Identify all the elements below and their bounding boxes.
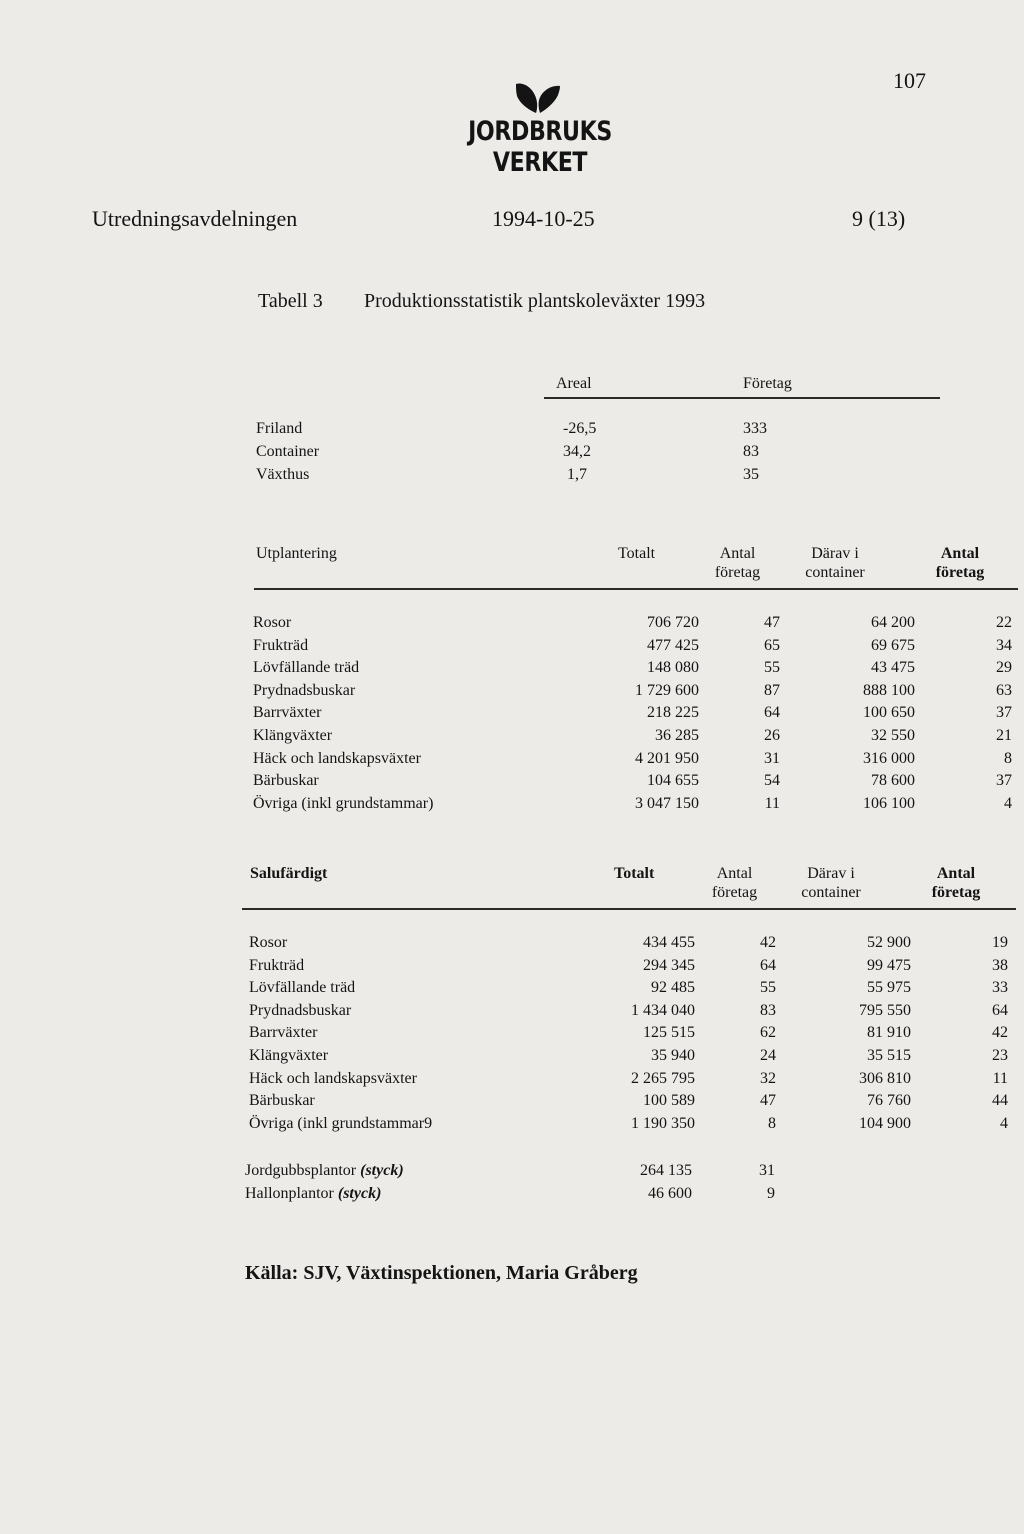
row-name: Lövfällande träd [249, 979, 356, 997]
area-header-rule [544, 397, 940, 399]
row-antal2: 11 [992, 1069, 1008, 1087]
header-line: företag [711, 884, 758, 901]
area-row-foretag: 83 [743, 443, 759, 460]
row-totalt: 100 589 [643, 1092, 695, 1110]
row-antal: 42 [760, 934, 776, 951]
row-antal: 31 [764, 749, 780, 767]
row-totalt: 2 265 795 [631, 1069, 695, 1087]
row-antal: 65 [764, 636, 780, 654]
row-totalt: 92 485 [651, 979, 695, 997]
row-name: Rosor [249, 934, 288, 951]
row-name: Frukträd [249, 956, 305, 974]
row-container: 64 200 [871, 614, 915, 631]
area-row-name: Container [256, 443, 320, 460]
row-container: 52 900 [867, 934, 911, 951]
salufardigt-totalt-header: Totalt [614, 865, 655, 882]
row-container: 99 475 [867, 956, 911, 974]
leaf-logo-icon [512, 80, 562, 116]
row-antal: 62 [760, 1024, 776, 1042]
extra-row-antal: 9 [767, 1185, 775, 1202]
row-name: Lövfällande träd [253, 659, 360, 677]
logo-line-2: VERKET [492, 147, 588, 178]
row-totalt: 1 190 350 [631, 1114, 695, 1132]
row-antal2: 21 [996, 727, 1012, 744]
row-name: Barrväxter [253, 704, 322, 722]
page-number: 107 [893, 68, 926, 93]
row-antal: 54 [764, 772, 780, 790]
row-totalt: 434 455 [643, 934, 695, 951]
area-row-areal: -26,5 [563, 420, 597, 437]
row-antal2: 29 [996, 659, 1012, 677]
source-note: Källa: SJV, Växtinspektionen, Maria Gråberg [245, 1262, 638, 1284]
row-name: Frukträd [253, 636, 309, 654]
row-totalt: 706 720 [647, 614, 699, 631]
row-container: 32 550 [871, 727, 915, 744]
row-antal2: 8 [1004, 749, 1012, 767]
row-name: Klängväxter [253, 727, 333, 744]
row-container: 795 550 [859, 1001, 911, 1019]
utplantering-title: Utplantering [256, 545, 337, 562]
areal-header: Areal [556, 375, 592, 392]
row-antal: 11 [764, 794, 780, 812]
row-container: 316 000 [863, 749, 915, 767]
row-antal2: 19 [992, 934, 1008, 951]
utplantering-antal2-header [925, 545, 995, 582]
header-line: Därav i [811, 545, 859, 562]
row-totalt: 125 515 [643, 1024, 695, 1042]
row-container: 104 900 [859, 1114, 911, 1132]
area-row-name: Friland [256, 420, 303, 437]
row-antal: 47 [764, 614, 780, 631]
row-antal: 55 [760, 979, 776, 997]
logo-line-1: JORDBRUKS [468, 116, 612, 147]
row-totalt: 4 201 950 [635, 749, 699, 767]
row-container: 43 475 [871, 659, 915, 677]
row-antal2: 34 [996, 636, 1012, 654]
row-antal2: 63 [996, 681, 1012, 699]
salufardigt-antal2-header [921, 865, 991, 902]
area-row-name: Växthus [256, 466, 310, 483]
header-line: Antal [936, 865, 976, 882]
row-name: Övriga (inkl grundstammar) [253, 794, 434, 812]
row-container: 100 650 [863, 704, 915, 722]
header-line: Antal [940, 545, 980, 562]
utplantering-header-rule [254, 588, 1018, 590]
row-antal2: 23 [992, 1047, 1008, 1064]
extra-row-antal: 31 [759, 1162, 775, 1179]
extra-row-label: Hallonplantor [245, 1185, 334, 1202]
row-antal2: 33 [992, 979, 1008, 997]
row-antal2: 38 [992, 956, 1008, 974]
row-antal: 47 [760, 1092, 776, 1110]
salufardigt-antal-header [697, 865, 772, 902]
row-totalt: 477 425 [647, 636, 699, 654]
header-line: Antal [719, 545, 756, 562]
extra-row-label: Jordgubbsplantor [245, 1162, 357, 1179]
row-antal: 8 [768, 1114, 776, 1132]
row-totalt: 104 655 [647, 772, 699, 790]
row-name: Prydnadsbuskar [249, 1001, 352, 1019]
salufardigt-darav-header [786, 865, 876, 902]
row-antal2: 37 [996, 704, 1012, 722]
row-totalt: 3 047 150 [635, 794, 699, 812]
row-container: 306 810 [859, 1069, 911, 1087]
row-antal: 87 [764, 681, 780, 699]
area-row-foretag: 35 [743, 466, 759, 483]
row-totalt: 148 080 [647, 659, 699, 677]
row-totalt: 218 225 [647, 704, 699, 722]
row-antal2: 22 [996, 614, 1012, 631]
header-line: container [805, 564, 865, 581]
extra-row-totalt: 264 135 [640, 1162, 692, 1179]
header-line: företag [714, 564, 761, 581]
page-reference: 9 (13) [852, 206, 906, 231]
row-container: 76 760 [867, 1092, 911, 1110]
row-antal2: 37 [996, 772, 1012, 790]
row-name: Bärbuskar [249, 1092, 315, 1110]
utplantering-antal-header [700, 545, 775, 582]
header-line: container [801, 884, 861, 901]
logo-wordmark [458, 116, 622, 178]
row-totalt: 36 285 [655, 727, 699, 744]
utplantering-totalt-header: Totalt [618, 545, 656, 562]
row-antal: 64 [764, 704, 780, 722]
extra-row-unit: (styck) [360, 1162, 404, 1179]
utplantering-darav-header [790, 545, 880, 582]
extra-row-unit: (styck) [337, 1185, 382, 1202]
extra-row-totalt: 46 600 [648, 1185, 692, 1202]
row-antal: 64 [760, 956, 776, 974]
row-container: 55 975 [867, 979, 911, 997]
header-line: företag [931, 884, 981, 901]
row-antal2: 44 [992, 1092, 1008, 1110]
row-name: Övriga (inkl grundstammar9 [249, 1114, 433, 1132]
row-antal2: 64 [992, 1001, 1008, 1019]
document-date: 1994-10-25 [492, 206, 595, 231]
row-name: Rosor [253, 614, 292, 631]
row-antal2: 4 [1004, 794, 1012, 812]
row-name: Häck och landskapsväxter [249, 1069, 417, 1087]
area-row-areal: 1,7 [567, 466, 587, 483]
row-antal: 26 [764, 727, 780, 744]
row-antal2: 4 [1000, 1114, 1008, 1132]
row-antal: 24 [760, 1047, 776, 1064]
header-line: Därav i [807, 865, 855, 882]
row-totalt: 1 434 040 [631, 1001, 695, 1019]
row-container: 106 100 [863, 794, 915, 812]
row-name: Prydnadsbuskar [253, 681, 356, 699]
row-container: 35 515 [867, 1047, 911, 1064]
row-antal: 83 [760, 1001, 776, 1019]
foretag-header: Företag [743, 375, 792, 392]
row-totalt: 1 729 600 [635, 681, 699, 699]
header-line: Antal [716, 865, 753, 882]
row-name: Klängväxter [249, 1047, 329, 1064]
row-container: 69 675 [871, 636, 915, 654]
row-container: 888 100 [863, 681, 915, 699]
row-antal2: 42 [992, 1024, 1008, 1042]
salufardigt-header-rule [242, 908, 1016, 910]
row-container: 78 600 [871, 772, 915, 790]
row-totalt: 294 345 [643, 956, 695, 974]
row-antal: 55 [764, 659, 780, 677]
area-row-foretag: 333 [743, 420, 767, 437]
area-row-areal: 34,2 [563, 443, 591, 460]
row-name: Bärbuskar [253, 772, 319, 790]
extra-row-name [245, 1162, 404, 1180]
row-antal: 32 [760, 1069, 776, 1087]
department-name: Utredningsavdelningen [92, 206, 298, 231]
header-line: företag [935, 564, 985, 581]
row-name: Häck och landskapsväxter [253, 749, 421, 767]
salufardigt-title: Salufärdigt [250, 865, 328, 882]
table-label: Tabell 3 [258, 290, 323, 312]
row-totalt: 35 940 [651, 1047, 695, 1064]
row-container: 81 910 [867, 1024, 911, 1042]
row-name: Barrväxter [249, 1024, 318, 1042]
extra-row-name [245, 1185, 381, 1203]
table-title: Produktionsstatistik plantskoleväxter 1993 [364, 290, 706, 312]
